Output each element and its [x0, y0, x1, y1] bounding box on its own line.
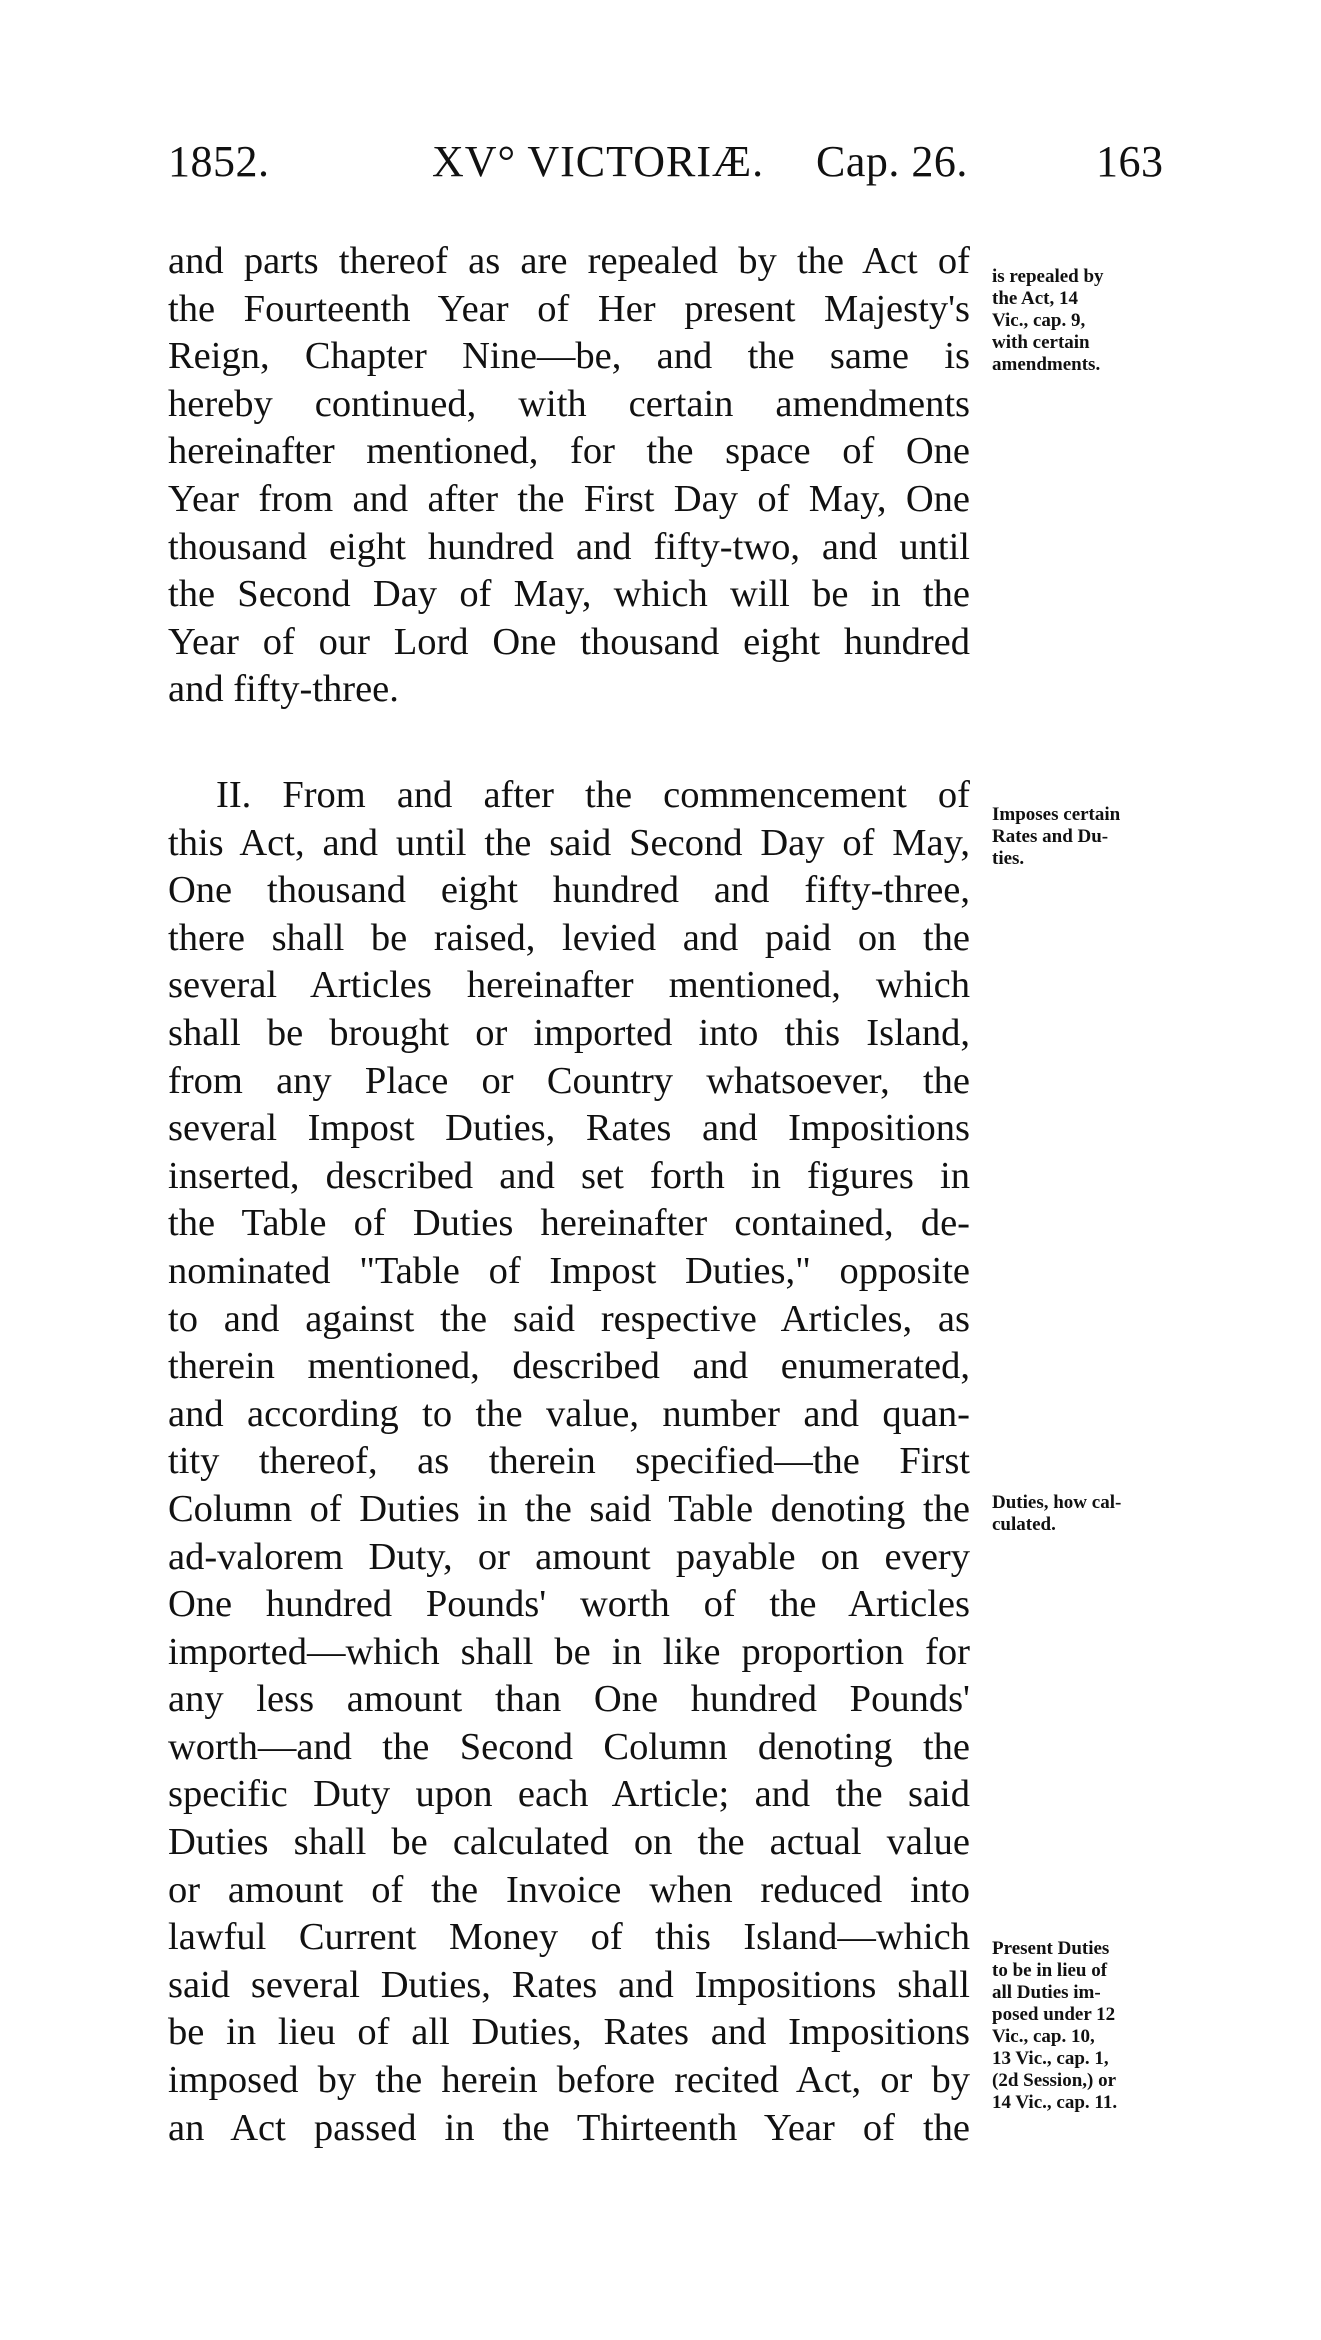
- margin-note-line: culated.: [992, 1514, 1056, 1535]
- text-line: from any Place or Country whatsoever, the: [168, 1059, 970, 1102]
- text-line: Reign, Chapter Nine—be, and the same is: [168, 335, 970, 378]
- header-chapter: Cap. 26.: [816, 137, 968, 186]
- text-line: imported—which shall be in like proportion for: [168, 1630, 970, 1673]
- text-line: or amount of the Invoice when reduced into: [168, 1868, 970, 1911]
- section-ii-paragraph: [168, 772, 970, 2152]
- text-line: and parts thereof as are repealed by the Act of: [168, 240, 970, 282]
- margin-note-line: Vic., cap. 10,: [992, 2026, 1095, 2047]
- margin-note-line: is repealed by: [992, 266, 1104, 287]
- text-line: lawful Current Money of this Island—which: [168, 1916, 970, 1959]
- page-header: [168, 136, 1164, 196]
- paragraph-continuation: [168, 238, 970, 714]
- text-line: to and against the said respective Articles, as: [168, 1297, 970, 1340]
- text-line: hereby continued, with certain amendments: [168, 382, 970, 425]
- text-line: Column of Duties in the said Table denoting the: [168, 1487, 970, 1530]
- text-line: said several Duties, Rates and Impositions shall: [168, 1963, 970, 2006]
- header-title: XV° VICTORIÆ.: [432, 137, 765, 186]
- text-line: specific Duty upon each Article; and the said: [168, 1773, 970, 1816]
- margin-note-line: all Duties im-: [992, 1982, 1101, 2003]
- text-line: Duties shall be calculated on the actual value: [168, 1821, 970, 1864]
- text-line: nominated "Table of Impost Duties," opposite: [168, 1249, 970, 1292]
- margin-note-line: the Act, 14: [992, 288, 1079, 309]
- text-line: imposed by the herein before recited Act, or by: [168, 2059, 970, 2102]
- margin-note-line: amendments.: [992, 354, 1101, 375]
- margin-note-imposes: [992, 804, 1172, 870]
- text-line: the Second Day of May, which will be in the: [168, 573, 970, 616]
- text-line: One hundred Pounds' worth of the Articles: [168, 1583, 970, 1626]
- text-line: the Fourteenth Year of Her present Majesty's: [168, 287, 970, 330]
- margin-note-line: posed under 12: [992, 2004, 1116, 2025]
- text-line: there shall be raised, levied and paid on the: [168, 916, 970, 959]
- margin-note-line: with certain: [992, 332, 1090, 353]
- text-line: tity thereof, as therein specified—the First: [168, 1440, 970, 1483]
- text-line: II. From and after the commencement of: [216, 774, 970, 816]
- text-line: be in lieu of all Duties, Rates and Impositions: [168, 2011, 970, 2054]
- margin-note-line: Duties, how cal-: [992, 1492, 1122, 1513]
- margin-note-calculated: [992, 1492, 1172, 1536]
- text-line: and according to the value, number and quan-: [168, 1392, 970, 1435]
- text-line: an Act passed in the Thirteenth Year of the: [168, 2106, 970, 2149]
- page-number: 163: [1096, 137, 1164, 186]
- margin-note-line: to be in lieu of: [992, 1960, 1108, 1981]
- text-line: inserted, described and set forth in figures in: [168, 1154, 970, 1197]
- text-line: hereinafter mentioned, for the space of One: [168, 430, 970, 473]
- text-line: any less amount than One hundred Pounds': [168, 1678, 970, 1721]
- margin-note-line: Rates and Du-: [992, 826, 1109, 847]
- text-line: shall be brought or imported into this Island,: [168, 1011, 970, 1054]
- margin-note-line: 13 Vic., cap. 1,: [992, 2048, 1109, 2069]
- margin-note-line: 14 Vic., cap. 11.: [992, 2092, 1118, 2113]
- text-line: and fifty-three.: [168, 668, 399, 711]
- text-line: this Act, and until the said Second Day of May,: [168, 821, 970, 864]
- text-line: ad-valorem Duty, or amount payable on every: [168, 1535, 970, 1578]
- text-line: therein mentioned, described and enumerated,: [168, 1345, 970, 1388]
- margin-note-line: ties.: [992, 848, 1025, 869]
- text-line: One thousand eight hundred and fifty-three,: [168, 869, 970, 912]
- text-line: worth—and the Second Column denoting the: [168, 1725, 970, 1768]
- margin-note-line: Imposes certain: [992, 804, 1121, 825]
- text-line: the Table of Duties hereinafter contained, de-: [168, 1202, 970, 1245]
- margin-note-line: Present Duties: [992, 1938, 1110, 1959]
- text-line: Year of our Lord One thousand eight hundred: [168, 620, 970, 663]
- text-line: Year from and after the First Day of May, One: [168, 477, 970, 520]
- text-line: several Articles hereinafter mentioned, which: [168, 964, 970, 1007]
- margin-note-repealed: [992, 266, 1172, 376]
- text-line: thousand eight hundred and fifty-two, and until: [168, 525, 970, 568]
- text-line: several Impost Duties, Rates and Impositions: [168, 1107, 970, 1150]
- header-year: 1852.: [168, 137, 270, 186]
- margin-note-line: Vic., cap. 9,: [992, 310, 1086, 331]
- margin-note-present-duties: [992, 1938, 1172, 2114]
- margin-note-line: (2d Session,) or: [992, 2070, 1117, 2091]
